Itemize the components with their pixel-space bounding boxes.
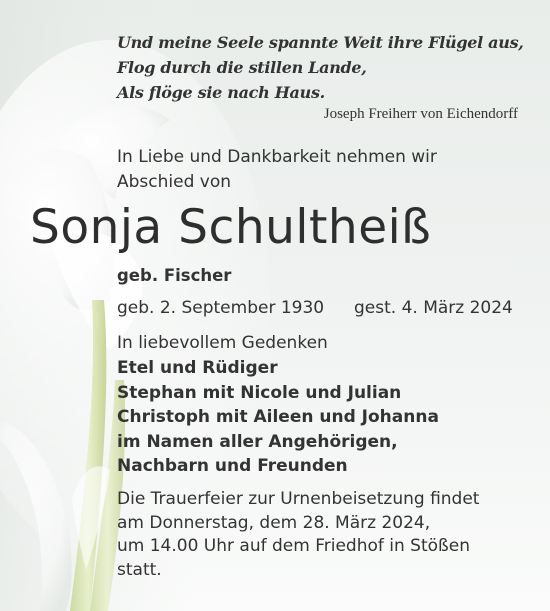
memory-intro: In liebevollem Gedenken (117, 333, 328, 353)
farewell-intro (117, 145, 537, 195)
mourner-line: Etel und Rüdiger (117, 358, 278, 378)
intro-line: In Liebe und Dankbarkeit nehmen wir (117, 147, 437, 167)
poem-line: Als flöge sie nach Haus. (117, 83, 325, 102)
mourner-line: Stephan mit Nicole und Julian (117, 382, 402, 403)
poem-author: Joseph Freiherr von Eichendorff (323, 106, 518, 122)
maiden-name: geb. Fischer (117, 266, 232, 285)
birth-date: geb. 2. September 1930 (117, 298, 325, 318)
death-date: gest. 4. März 2024 (354, 298, 513, 318)
mourner-line: Christoph mit Aileen und Johanna (117, 407, 439, 427)
service-line: um 14.00 Uhr auf dem Friedhof in Stößen (117, 536, 470, 556)
service-line: am Donnerstag, dem 28. März 2024, (117, 512, 431, 533)
mourner-line: im Namen aller Angehörigen, (117, 431, 398, 452)
service-details (117, 488, 479, 582)
poem-line: Und meine Seele spannte Weit ihre Flügel aus, (117, 33, 524, 52)
service-line: statt. (117, 559, 162, 580)
poem (117, 30, 527, 105)
poem-line: Flog durch die stillen Lande, (117, 58, 367, 77)
mourner-line: Nachbarn und Freunden (117, 456, 348, 476)
mourners-list (117, 356, 439, 479)
deceased-name: Sonja Schultheiß (30, 200, 432, 255)
intro-line: Abschied von (117, 172, 232, 192)
life-dates (117, 298, 517, 318)
service-line: Die Trauerfeier zur Urnenbeisetzung findet (117, 489, 480, 509)
